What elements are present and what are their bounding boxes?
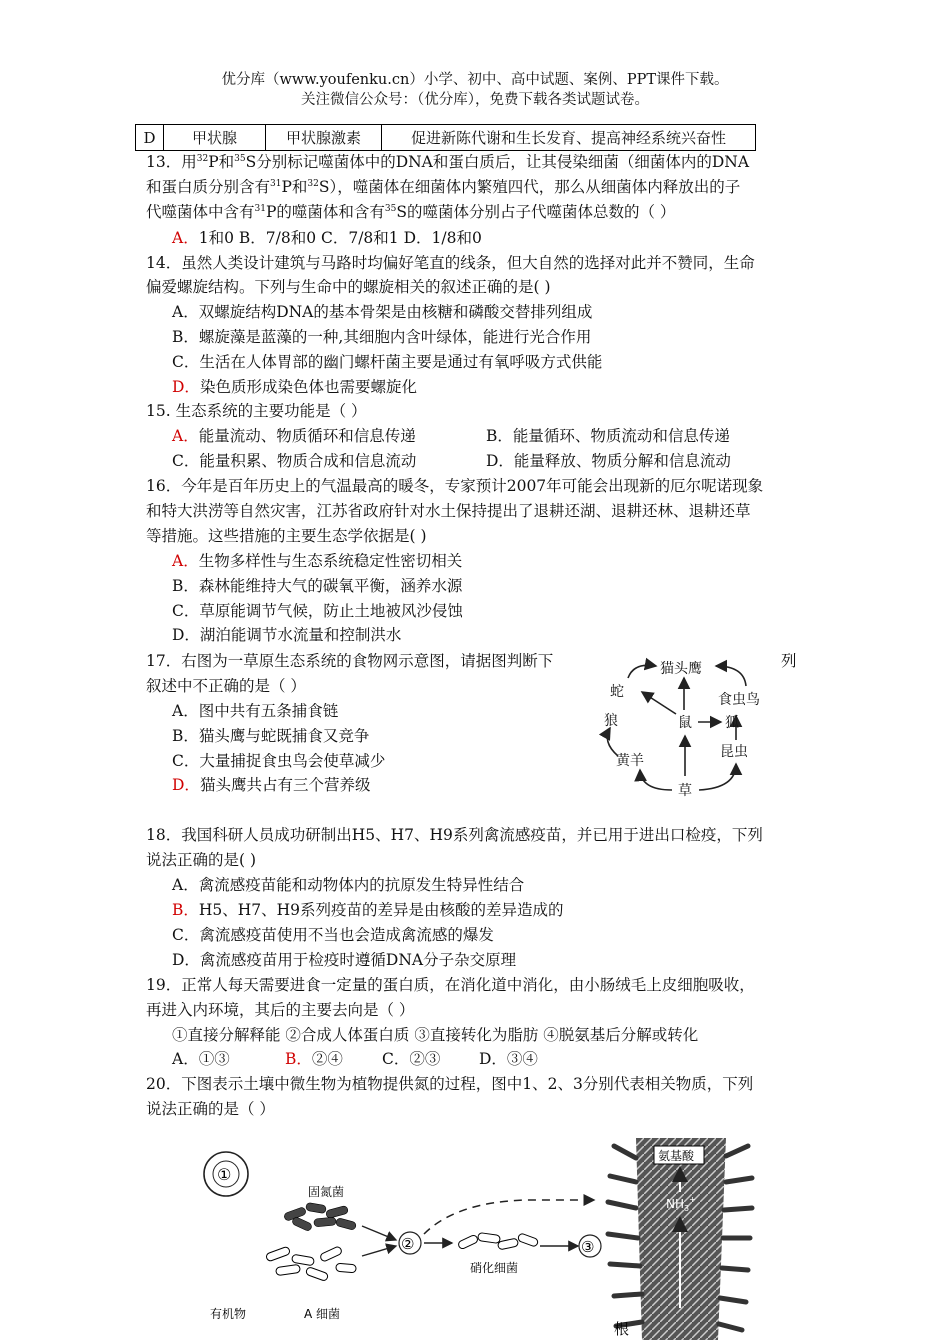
nitrifying-label: 硝化细菌: [470, 1261, 519, 1275]
food-web-goat: 黄羊: [616, 753, 644, 769]
table-cell: D: [136, 125, 164, 151]
q19-option-c: C．②③: [382, 1050, 441, 1068]
q16-option-c: C．草原能调节气候，防止土地被风沙侵蚀: [172, 602, 463, 620]
q13-options: A．1和0 B．7/8和0 C．7/8和1 D．1/8和0: [172, 229, 482, 247]
food-web-fox: 狐: [725, 715, 739, 731]
q15-option-b: B．能量循环、物质流动和信息传递: [486, 427, 730, 445]
q16-option-a: A．生物多样性与生态系统稳定性密切相关: [172, 552, 463, 570]
nitrogen-fixing-bacteria: [283, 1202, 356, 1232]
a-bacteria-label: A 细菌: [304, 1307, 341, 1321]
q20-line2: 说法正确的是（ ）: [146, 1100, 275, 1118]
nitrifying-bacteria: [457, 1233, 539, 1250]
food-web-owl: 猫头鹰: [660, 661, 702, 677]
q18-option-c: C．禽流感疫苗使用不当也会造成禽流感的爆发: [172, 926, 494, 944]
root-label: 根: [614, 1320, 630, 1338]
food-web-rat: 鼠: [678, 715, 692, 731]
substance-1-label: ①: [217, 1165, 232, 1184]
nitrogen-fixing-label: 固氮菌: [308, 1185, 345, 1199]
q17-option-c: C．大量捕捉食虫鸟会使草减少: [172, 752, 386, 770]
q19-line2: 再进入内环境，其后的主要去向是（ ）: [146, 1001, 415, 1019]
q15-line1: 15. 生态系统的主要功能是（ ）: [146, 402, 367, 420]
q17-line1-tail: 列: [781, 652, 797, 670]
q15-option-d: D．能量释放、物质分解和信息流动: [486, 452, 731, 470]
site-header-line1: 优分库（www.youfenku.cn）小学、初中、高中试题、案例、PPT课件下载。: [221, 72, 729, 88]
root-illustration: [608, 1138, 752, 1340]
q18-option-d: D．禽流感疫苗用于检疫时遵循DNA分子杂交原理: [172, 951, 517, 969]
q19-line3: ①直接分解释能 ②合成人体蛋白质 ③直接转化为脂肪 ④脱氨基后分解或转化: [172, 1026, 699, 1044]
q16-option-d: D．湖泊能调节水流量和控制洪水: [172, 626, 402, 644]
q14-line2: 偏爱螺旋结构。下列与生命中的螺旋相关的叙述正确的是( ): [146, 278, 551, 296]
nitrogen-cycle-diagram: [196, 1138, 756, 1340]
q16-line3: 等措施。这些措施的主要生态学依据是( ): [146, 527, 427, 545]
q13-line1: 13．用$^{32}$P和$^{35}$S分别标记噬菌体中的DNA和蛋白质后，让其侵染细菌（细菌体内的DNA: [146, 153, 750, 171]
q14-option-d: D．染色质形成染色体也需要螺旋化: [172, 378, 417, 396]
q14-line1: 14．虽然人类设计建筑与马路时均偏好笔直的线条，但大自然的选择对此并不赞同，生命: [146, 254, 755, 272]
q17-option-b: B．猫头鹰与蛇既捕食又竞争: [172, 727, 370, 745]
q17-line2: 叙述中不正确的是（ ）: [146, 677, 306, 695]
food-web-bird: 食虫鸟: [718, 692, 760, 708]
site-header-line2: 关注微信公众号：（优分库），免费下载各类试题试卷。: [301, 92, 649, 108]
q16-line2: 和特大洪涝等自然灾害，江苏省政府针对水土保持提出了退耕还湖、退耕还林、退耕还草: [146, 502, 751, 520]
q17-option-a: A．图中共有五条捕食链: [172, 702, 339, 720]
ammonium-label: $NH_3^+$: [666, 1195, 696, 1213]
q18-option-b: B．H5、H7、H9系列疫苗的差异是由核酸的差异造成的: [172, 901, 564, 919]
q13-line3: 代噬菌体中含有$^{31}$P的噬菌体和含有$^{35}$S的噬菌体分别占子代噬菌体总数的（ ）: [146, 203, 676, 221]
q15-option-a: A．能量流动、物质循环和信息传递: [172, 427, 416, 445]
answer-table-row-d: [135, 124, 756, 151]
q17-option-d: D．猫头鹰共占有三个营养级: [172, 776, 371, 794]
q18-line2: 说法正确的是( ): [146, 851, 257, 869]
food-web-insect: 昆虫: [720, 744, 748, 760]
q17-line1: 17．右图为一草原生态系统的食物网示意图，请据图判断下: [146, 652, 554, 670]
q19-option-d: D．③④: [479, 1050, 538, 1068]
a-bacteria: [265, 1246, 356, 1282]
amino-acid-label: 氨基酸: [658, 1149, 695, 1163]
q20-line1: 20．下图表示土壤中微生物为植物提供氮的过程，图中1、2、3分别代表相关物质，下列: [146, 1075, 754, 1093]
q19-line1: 19．正常人每天需要进食一定量的蛋白质，在消化道中消化，由小肠绒毛上皮细胞吸收，: [146, 976, 755, 994]
q16-line1: 16．今年是百年历史上的气温最高的暖冬，专家预计2007年可能会出现新的厄尔呢诺现象: [146, 477, 764, 495]
substance-2-label: ②: [401, 1235, 415, 1253]
food-web-diagram: [596, 652, 786, 802]
table-cell: 促进新陈代谢和生长发育、提高神经系统兴奋性: [382, 125, 756, 151]
q19-option-b: B．②④: [285, 1050, 343, 1068]
q14-option-a: A．双螺旋结构DNA的基本骨架是由核糖和磷酸交替排列组成: [172, 303, 593, 321]
q14-option-c: C．生活在人体胃部的幽门螺杆菌主要是通过有氧呼吸方式供能: [172, 353, 603, 371]
food-web-snake: 蛇: [610, 684, 624, 700]
food-web-grass: 草: [678, 783, 692, 799]
table-cell: 甲状腺: [164, 125, 266, 151]
organic-matter-label: 有机物: [210, 1307, 247, 1321]
q19-option-a: A．①③: [172, 1050, 230, 1068]
substance-3-label: ③: [581, 1238, 595, 1256]
q15-option-c: C．能量积累、物质合成和信息流动: [172, 452, 417, 470]
q14-option-b: B．螺旋藻是蓝藻的一种,其细胞内含叶绿体，能进行光合作用: [172, 328, 592, 346]
q18-option-a: A．禽流感疫苗能和动物体内的抗原发生特异性结合: [172, 876, 525, 894]
table-cell: 甲状腺激素: [266, 125, 382, 151]
food-web-wolf: 狼: [604, 713, 618, 729]
q16-option-b: B．森林能维持大气的碳氧平衡，涵养水源: [172, 577, 463, 595]
q13-line2: 和蛋白质分别含有$^{31}$P和$^{32}$S），噬菌体在细菌体内繁殖四代，那么从细菌体内释放出的子: [146, 178, 741, 196]
dashed-arrow: [424, 1200, 594, 1234]
q18-line1: 18．我国科研人员成功研制出H5、H7、H9系列禽流感疫苗，并已用于进出口检疫，下列: [146, 826, 763, 844]
